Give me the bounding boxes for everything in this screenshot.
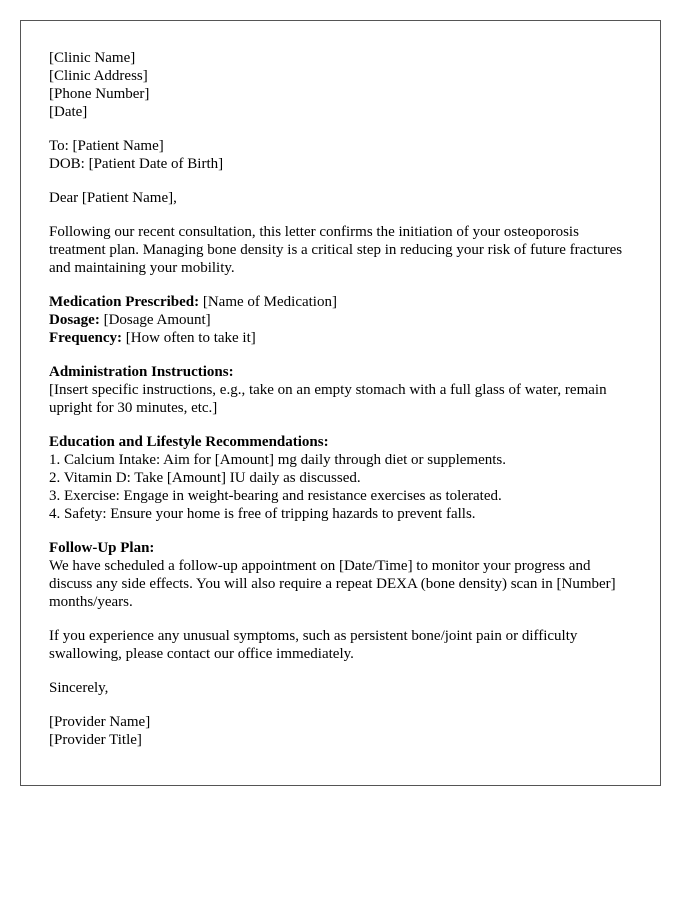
medication-block — [49, 293, 632, 347]
dosage-line — [49, 311, 632, 329]
warning-paragraph: If you experience any unusual symptoms, such as persistent bone/joint pain or difficulty swallowing, please contact our office immediately. — [49, 628, 578, 662]
closing: Sincerely, — [49, 680, 109, 696]
clinic-name: [Clinic Name] — [49, 50, 136, 66]
frequency-line — [49, 329, 632, 347]
signature-block — [49, 713, 632, 749]
dosage-label: Dosage: — [49, 312, 100, 328]
education-item: 1. Calcium Intake: Aim for [Amount] mg daily through diet or supplements. — [49, 452, 507, 468]
clinic-header — [49, 49, 632, 121]
education-item: 4. Safety: Ensure your home is free of tripping hazards to prevent falls. — [49, 506, 476, 522]
salutation: Dear [Patient Name], — [49, 190, 177, 206]
dosage-value: [Dosage Amount] — [99, 312, 211, 328]
frequency-value: [How often to take it] — [122, 330, 256, 346]
clinic-address: [Clinic Address] — [49, 68, 148, 84]
provider-name: [Provider Name] — [49, 714, 151, 730]
education-heading: Education and Lifestyle Recommendations: — [49, 434, 329, 450]
letter-date: [Date] — [49, 104, 88, 120]
followup-text: We have scheduled a follow-up appointment on [Date/Time] to monitor your progress and discuss any side effects. You will also require a repeat DEXA (bone density) scan in [Number] months/years. — [49, 558, 616, 610]
education-item: 3. Exercise: Engage in weight-bearing and resistance exercises as tolerated. — [49, 488, 502, 504]
education-block — [49, 433, 632, 523]
medication-line — [49, 293, 632, 311]
medication-label: Medication Prescribed: — [49, 294, 200, 310]
administration-text: [Insert specific instructions, e.g., take on an empty stomach with a full glass of water, remain upright for 30 minutes, etc.] — [49, 382, 607, 416]
followup-block — [49, 539, 632, 611]
recipient-name: To: [Patient Name] — [49, 138, 164, 154]
followup-heading: Follow-Up Plan: — [49, 540, 155, 556]
administration-heading: Administration Instructions: — [49, 364, 234, 380]
recipient-block — [49, 137, 632, 173]
intro-paragraph: Following our recent consultation, this letter confirms the initiation of your osteoporosis treatment plan. Managing bone density is a critical step in reducing your risk of future fractures and maintaining your mobility. — [49, 224, 623, 276]
medication-value: [Name of Medication] — [199, 294, 337, 310]
clinic-phone: [Phone Number] — [49, 86, 150, 102]
education-item: 2. Vitamin D: Take [Amount] IU daily as discussed. — [49, 470, 361, 486]
administration-block — [49, 363, 632, 417]
recipient-dob: DOB: [Patient Date of Birth] — [49, 156, 224, 172]
frequency-label: Frequency: — [49, 330, 123, 346]
provider-title: [Provider Title] — [49, 732, 142, 748]
letter — [20, 20, 661, 786]
